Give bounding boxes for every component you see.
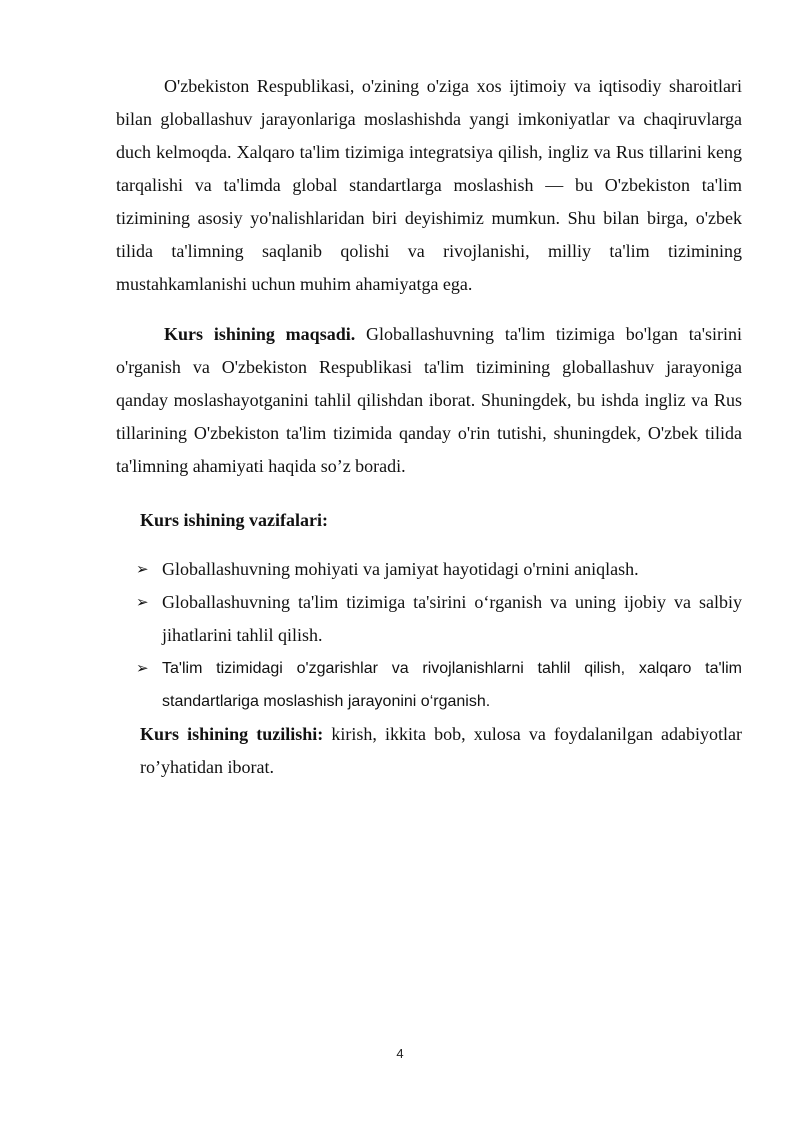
goal-label: Kurs ishining maqsadi. (164, 324, 356, 344)
list-item (136, 652, 742, 718)
list-item (136, 586, 742, 652)
arrow-bullet-icon: ➢ (136, 560, 149, 578)
goal-text: Globallashuvning ta'lim tizimiga bo'lgan ta'sirini o'rganish va O'zbekiston Respublikasi ta'lim tizimining globallashuv jarayoniga qanday moslashayotganini tahlil qilishdan iborat. Shuningdek, bu ishda ingliz va Rus tillarining O'zbekiston ta'lim tizimida qanday o'rin tutishi, shuningdek, O'zbek tilida ta'limning ahamiyati haqida so’z boradi. (116, 324, 742, 476)
intro-paragraph: O'zbekiston Respublikasi, o'zining o'ziga xos ijtimoiy va iqtisodiy sharoitlari bilan globallashuv jarayonlariga moslashishda yangi imkoniyatlar va chaqiruvlarga duch kelmoqda. Xalqaro ta'lim tizimiga integratsiya qilish, ingliz va Rus tillarini keng tarqalishi va ta'limda global standartlarga moslashish — bu O'zbekiston ta'lim tizimining asosiy yo'nalishlaridan biri deyishimiz mumkun. Shu bilan birga, o'zbek tilida ta'limning saqlanib qolishi va rivojlanishi, milliy ta'lim tizimining mustahkamlanishi uchun muhim ahamiyatga ega. (116, 76, 742, 294)
tasks-list (116, 553, 742, 718)
arrow-bullet-icon: ➢ (136, 659, 149, 677)
page-number: 4 (396, 1046, 404, 1061)
list-item (136, 553, 742, 586)
task-text: Ta'lim tizimidagi o'zgarishlar va rivojlanishlarni tahlil qilish, xalqaro ta'lim standartlariga moslashish jarayonini o‘rganish. (162, 660, 742, 710)
structure-paragraph (116, 718, 742, 784)
arrow-bullet-icon: ➢ (136, 593, 149, 611)
structure-label: Kurs ishining tuzilishi: (140, 724, 324, 744)
page-content (116, 70, 742, 784)
task-text: Globallashuvning mohiyati va jamiyat hayotidagi o'rnini aniqlash. (162, 559, 639, 579)
tasks-heading: Kurs ishining vazifalari: (140, 510, 329, 530)
structure-text: kirish, ikkita bob, xulosa va foydalanilgan adabiyotlar ro’yhatidan iborat. (140, 724, 742, 777)
tasks-heading-line (116, 504, 742, 537)
task-text: Globallashuvning ta'lim tizimiga ta'sirini o‘rganish va uning ijobiy va salbiy jihatlarini tahlil qilish. (162, 592, 742, 645)
goal-paragraph (116, 318, 742, 483)
